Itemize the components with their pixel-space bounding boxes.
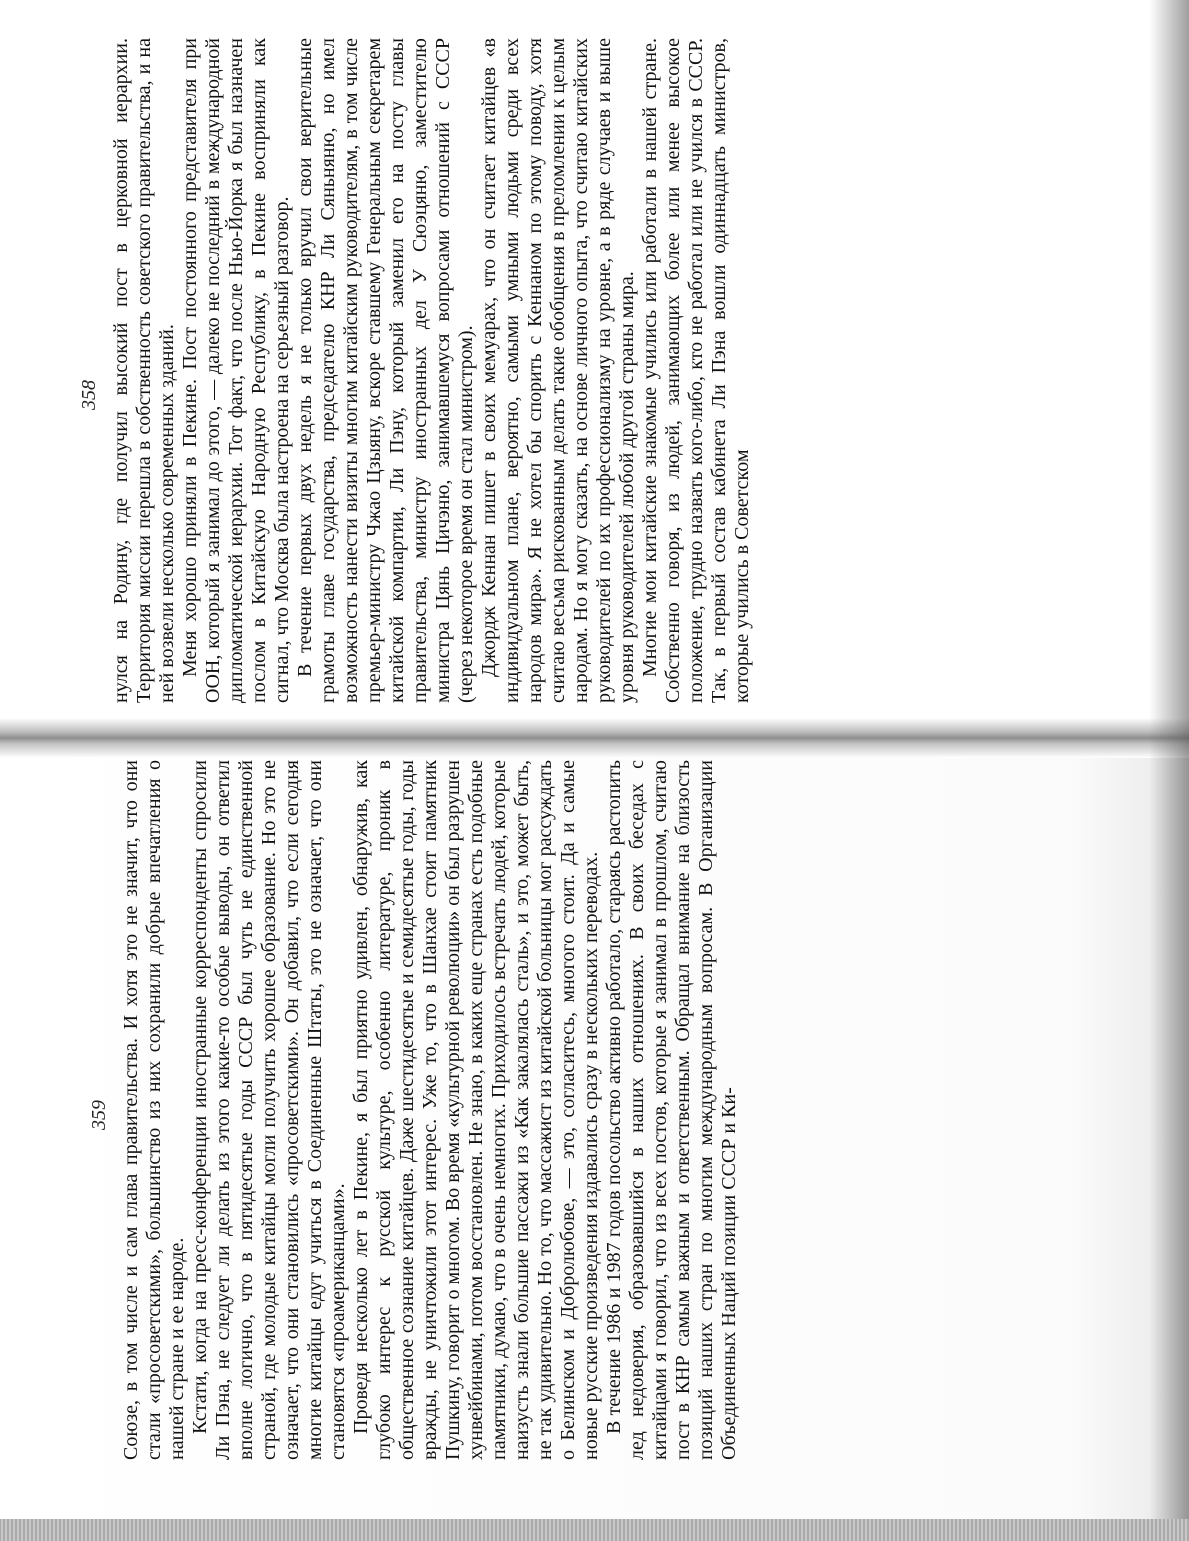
page-number-left: 358: [78, 380, 100, 410]
book-spine-shadow: [0, 718, 1189, 758]
left-page-text: [110, 38, 1100, 703]
paragraph: Кстати, когда на пресс-конференции иностранные корреспонденты спросили Ли Пэна, не следует ли делать из этого какие-то особые выводы, он ответил вполне логично, что в пятидесятые годы СССР был чуть не единственной страной, где молодые китайцы могли получить хорошее образование. Но это не означает, что они становились «просоветскими». Он добавил, что если сегодня многие китайцы едут учиться в Соединенные Штаты, это не означает, что они становятся «проамериканцами».: [189, 760, 349, 1460]
paragraph: В течение 1986 и 1987 годов посольство активно работало, стараясь растопить лед недоверия, образовавшийся в наших отношениях. В своих беседах с китайцами я говорил, что из всех постов, которые я занимал в прошлом, считаю пост в КНР самым важным и ответственным. Обращал внимание на близость позиций наших стран по многим международным вопросам. В Организации Объединенных Наций позиции СССР и Ки-: [603, 760, 740, 1460]
paragraph: нулся на Родину, где получил высокий пост в церковной иерархии. Территория миссии перешла в собственность советского правительства, и на ней возвели несколько современных зданий.: [110, 38, 178, 703]
right-page-text: [120, 760, 1085, 1460]
paragraph: Джордж Кеннан пишет в своих мемуарах, что он считает китайцев «в индивидуальном плане, вероятно, самыми умными людьми среди всех народов мира». Я не хотел бы спорить с Кеннаном по этому поводу, хотя считаю весьма рискованным делать такие обобщения в преломлении к целым народам. Но я могу сказать, на основе личного опыта, что считаю китайских руководителей по их профессионализму на уровне, а в ряде случаев и выше уровня руководителей любой другой страны мира.: [478, 38, 638, 703]
paragraph: Многие мои китайские знакомые учились или работали в нашей стране. Собственно говоря, из людей, занимающих более или менее высокое положение, трудно назвать кого-либо, кто не работал или не учился в СССР. Так, в первый состав кабинета Ли Пэна вошли одиннадцать министров, которые учились в Советском: [639, 38, 753, 703]
page-stack-edge: [0, 1519, 1189, 1541]
page-number-right: 359: [88, 1100, 110, 1130]
paragraph: В течение первых двух недель я не только вручил свои верительные грамоты главе государства, председателю КНР Ли Сяньняню, но имел возможность нанести визиты многим китайским руководителям, в том числе премьер-министру Чжао Цзыяну, вскоре ставшему Генеральным секретарем китайской компартии, Ли Пэну, который заменил его на посту главы правительства, министру иностранных дел У Сюэцяню, заместителю министра Цянь Цичэню, занимавшемуся вопросами отношений с СССР (через некоторое время он стал министром).: [294, 38, 477, 703]
paragraph: Проведя несколько лет в Пекине, я был приятно удивлен, обнаружив, как глубоко интерес к русской культуре, особенно литературе, проник в общественное сознание китайцев. Даже шестидесятые и семидесятые годы, годы вражды, не уничтожили этот интерес. Уже то, что в Шанхае стоит памятник Пушкину, говорит о многом. Во время «культурной революции» он был разрушен хунвейбинами, потом восстановлен. Не знаю, в каких еще странах есть подобные памятники, думаю, что в очень немногих. Приходилось встречать людей, которые наизусть знали большие пассажи из «Как закалялась сталь», и это, может быть, не так удивительно. Но то, что массажист из китайской больницы мог рассуждать о Белинском и Добролюбове, — это, согласитесь, многого стоит. Да и самые новые русские произведения издавались сразу в нескольких переводах.: [350, 760, 602, 1460]
page-edge-shadow: [1149, 0, 1189, 1541]
paragraph: Союзе, в том числе и сам глава правительства. И хотя это не значит, что они стали «просоветскими», большинство из них сохранили добрые впечатления о нашей стране и ее народе.: [120, 760, 188, 1460]
paragraph: Меня хорошо приняли в Пекине. Пост постоянного представителя при ООН, который я занимал до этого, — далеко не последний в международной дипломатической иерархии. Тот факт, что после Нью-Йорка я был назначен послом в Китайскую Народную Республику, в Пекине восприняли как сигнал, что Москва была настроена на серьезный разговор.: [179, 38, 293, 703]
